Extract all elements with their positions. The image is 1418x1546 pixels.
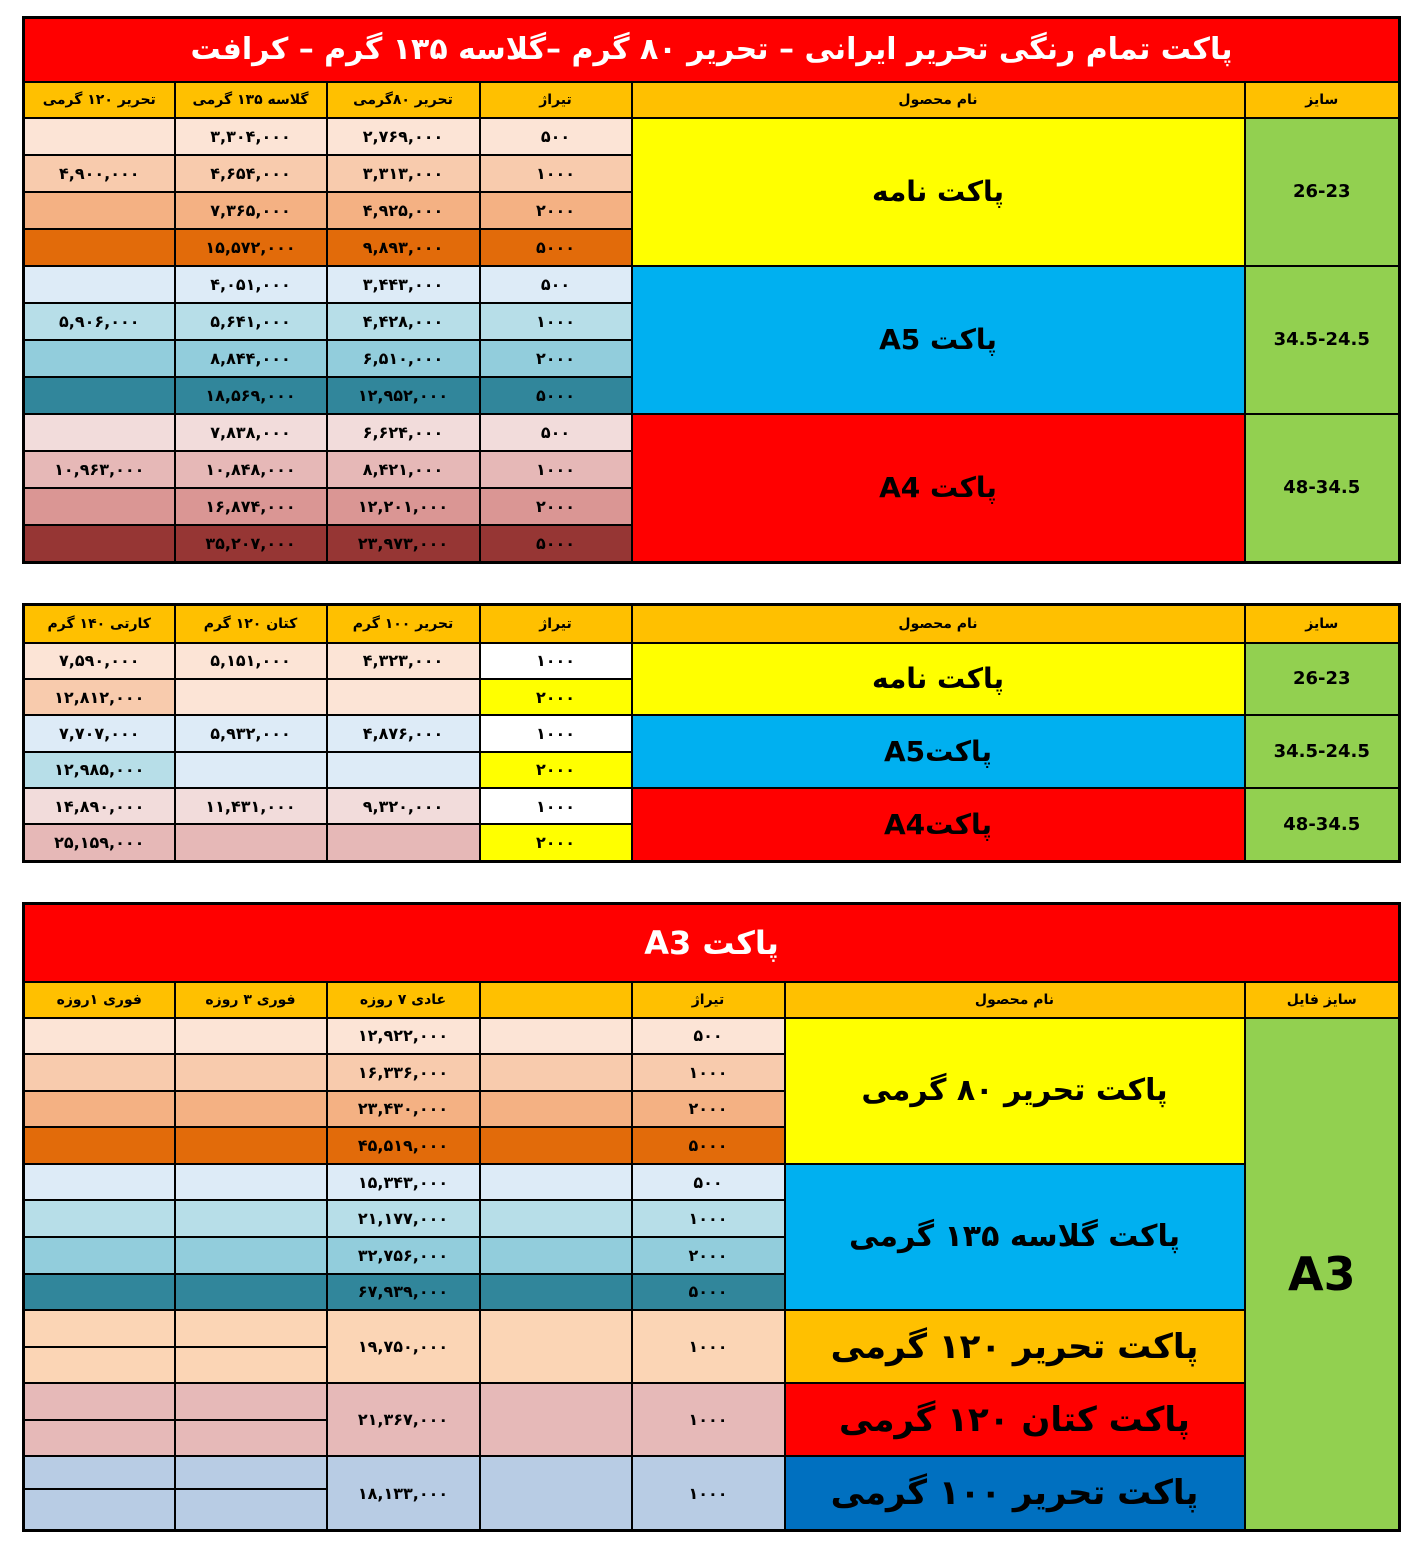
quantity-cell: ۵۰۰۰ bbox=[632, 1274, 785, 1311]
quantity-cell: ۵۰۰۰ bbox=[480, 229, 632, 266]
header-tahrir-80: تحریر ۸۰گرمی bbox=[327, 82, 480, 118]
price-cell: ۶,۵۱۰,۰۰۰ bbox=[327, 340, 480, 377]
header-tahrir-120: تحریر ۱۲۰ گرمی bbox=[24, 82, 175, 118]
empty-cell bbox=[24, 1456, 175, 1489]
price-cell: ۳۲,۷۵۶,۰۰۰ bbox=[327, 1237, 480, 1274]
header-file-size: سایز فایل bbox=[1245, 982, 1400, 1018]
quantity-cell: ۲۰۰۰ bbox=[632, 1237, 785, 1274]
empty-cell bbox=[24, 1127, 175, 1164]
price-cell bbox=[24, 488, 175, 525]
empty-cell bbox=[175, 1018, 327, 1055]
price-cell bbox=[175, 824, 327, 861]
quantity-cell: ۵۰۰ bbox=[480, 414, 632, 451]
quantity-cell: ۱۰۰۰ bbox=[632, 1054, 785, 1091]
product-name: پاکت تحریر ۱۲۰ گرمی bbox=[785, 1310, 1245, 1383]
empty-cell bbox=[24, 1383, 175, 1420]
price-cell: ۴,۸۷۶,۰۰۰ bbox=[327, 715, 480, 751]
price-cell: ۱۲,۹۲۲,۰۰۰ bbox=[327, 1018, 480, 1055]
price-cell: ۱۶,۸۷۴,۰۰۰ bbox=[175, 488, 327, 525]
price-cell: ۲۱,۱۷۷,۰۰۰ bbox=[327, 1200, 480, 1237]
quantity-cell: ۵۰۰۰ bbox=[632, 1127, 785, 1164]
price-cell: ۲۱,۳۶۷,۰۰۰ bbox=[327, 1383, 480, 1456]
price-cell: ۱۱,۴۳۱,۰۰۰ bbox=[175, 788, 327, 824]
price-cell: ۱۰,۹۶۳,۰۰۰ bbox=[24, 451, 175, 488]
price-cell bbox=[175, 679, 327, 715]
price-cell bbox=[24, 266, 175, 303]
quantity-cell: ۱۰۰۰ bbox=[480, 303, 632, 340]
price-cell: ۷,۷۰۷,۰۰۰ bbox=[24, 715, 175, 751]
price-cell: ۵,۹۳۲,۰۰۰ bbox=[175, 715, 327, 751]
header-empty bbox=[480, 982, 632, 1018]
price-cell: ۷,۳۶۵,۰۰۰ bbox=[175, 192, 327, 229]
product-name: پاکت نامه bbox=[632, 643, 1245, 716]
empty-cell bbox=[24, 1164, 175, 1201]
product-name: پاکتA4 bbox=[632, 788, 1245, 862]
table-row bbox=[24, 1018, 1400, 1055]
empty-cell bbox=[175, 1274, 327, 1311]
quantity-cell: ۱۰۰۰ bbox=[480, 788, 632, 824]
empty-cell bbox=[480, 1383, 632, 1456]
table-row bbox=[24, 1164, 1400, 1201]
header-karti-140: کارتی ۱۴۰ گرم bbox=[24, 605, 175, 643]
header-quantity: تیراژ bbox=[632, 982, 785, 1018]
table-title: پاکت A3 bbox=[24, 904, 1400, 982]
header-size: سایز bbox=[1245, 605, 1400, 643]
price-cell: ۴,۹۰۰,۰۰۰ bbox=[24, 155, 175, 192]
price-cell: ۵,۶۴۱,۰۰۰ bbox=[175, 303, 327, 340]
empty-cell bbox=[24, 1018, 175, 1055]
price-cell: ۱۵,۵۷۲,۰۰۰ bbox=[175, 229, 327, 266]
price-cell bbox=[327, 824, 480, 861]
quantity-cell: ۵۰۰ bbox=[480, 266, 632, 303]
empty-cell bbox=[175, 1200, 327, 1237]
price-cell: ۱۴,۸۹۰,۰۰۰ bbox=[24, 788, 175, 824]
price-cell: ۴,۴۲۸,۰۰۰ bbox=[327, 303, 480, 340]
quantity-cell: ۵۰۰۰ bbox=[480, 377, 632, 414]
price-cell: ۹,۳۲۰,۰۰۰ bbox=[327, 788, 480, 824]
quantity-cell: ۵۰۰ bbox=[632, 1018, 785, 1055]
price-cell: ۳,۳۰۴,۰۰۰ bbox=[175, 118, 327, 155]
price-cell bbox=[24, 377, 175, 414]
product-name: پاکت تحریر ۱۰۰ گرمی bbox=[785, 1456, 1245, 1530]
price-cell: ۲۵,۱۵۹,۰۰۰ bbox=[24, 824, 175, 861]
price-cell bbox=[24, 340, 175, 377]
price-cell: ۴,۹۲۵,۰۰۰ bbox=[327, 192, 480, 229]
product-name: پاکت تحریر ۸۰ گرمی bbox=[785, 1018, 1245, 1164]
header-product-name: نام محصول bbox=[632, 82, 1245, 118]
file-size-a3: A3 bbox=[1245, 1018, 1400, 1531]
quantity-cell: ۱۰۰۰ bbox=[480, 715, 632, 751]
quantity-cell: ۱۰۰۰ bbox=[480, 451, 632, 488]
empty-cell bbox=[480, 1054, 632, 1091]
price-cell bbox=[24, 229, 175, 266]
size-cell: 48-34.5 bbox=[1245, 788, 1400, 862]
price-cell bbox=[327, 679, 480, 715]
price-cell: ۳,۴۴۳,۰۰۰ bbox=[327, 266, 480, 303]
product-name: پاکت A4 bbox=[632, 414, 1245, 563]
price-cell bbox=[175, 752, 327, 788]
header-size: سایز bbox=[1245, 82, 1400, 118]
product-name: پاکت A5 bbox=[632, 266, 1245, 414]
price-cell: ۲۳,۹۷۳,۰۰۰ bbox=[327, 525, 480, 563]
header-glaseh-135: گلاسه ۱۳۵ گرمی bbox=[175, 82, 327, 118]
price-cell: ۲,۷۶۹,۰۰۰ bbox=[327, 118, 480, 155]
quantity-cell: ۱۰۰۰ bbox=[632, 1200, 785, 1237]
price-cell bbox=[24, 118, 175, 155]
price-cell: ۵,۹۰۶,۰۰۰ bbox=[24, 303, 175, 340]
price-cell: ۴,۶۵۴,۰۰۰ bbox=[175, 155, 327, 192]
price-cell: ۴۵,۵۱۹,۰۰۰ bbox=[327, 1127, 480, 1164]
empty-cell bbox=[24, 1237, 175, 1274]
table-row bbox=[24, 1310, 1400, 1347]
product-name: پاکت گلاسه ۱۳۵ گرمی bbox=[785, 1164, 1245, 1310]
empty-cell bbox=[24, 1274, 175, 1311]
quantity-cell: ۲۰۰۰ bbox=[480, 192, 632, 229]
price-cell: ۴,۳۲۳,۰۰۰ bbox=[327, 643, 480, 679]
price-cell: ۱۸,۵۶۹,۰۰۰ bbox=[175, 377, 327, 414]
quantity-cell: ۲۰۰۰ bbox=[480, 824, 632, 861]
quantity-cell: ۵۰۰ bbox=[632, 1164, 785, 1201]
size-cell: 34.5-24.5 bbox=[1245, 266, 1400, 414]
price-cell bbox=[24, 192, 175, 229]
empty-cell bbox=[175, 1347, 327, 1384]
empty-cell bbox=[24, 1310, 175, 1347]
price-cell: ۱۲,۹۸۵,۰۰۰ bbox=[24, 752, 175, 788]
price-table-specialty-paper bbox=[22, 603, 1401, 863]
price-cell: ۸,۸۴۴,۰۰۰ bbox=[175, 340, 327, 377]
empty-cell bbox=[175, 1237, 327, 1274]
price-cell: ۲۳,۴۳۰,۰۰۰ bbox=[327, 1091, 480, 1128]
empty-cell bbox=[175, 1127, 327, 1164]
empty-cell bbox=[175, 1310, 327, 1347]
header-tahrir-100: تحریر ۱۰۰ گرم bbox=[327, 605, 480, 643]
price-cell: ۱۶,۳۳۶,۰۰۰ bbox=[327, 1054, 480, 1091]
empty-cell bbox=[24, 1489, 175, 1530]
price-cell bbox=[24, 525, 175, 563]
price-cell: ۱۲,۲۰۱,۰۰۰ bbox=[327, 488, 480, 525]
price-table-a3 bbox=[22, 902, 1401, 1532]
price-cell: ۴,۰۵۱,۰۰۰ bbox=[175, 266, 327, 303]
table-row bbox=[24, 643, 1400, 679]
header-katan-120: کتان ۱۲۰ گرم bbox=[175, 605, 327, 643]
price-cell bbox=[327, 752, 480, 788]
header-product-name: نام محصول bbox=[632, 605, 1245, 643]
table-row bbox=[24, 118, 1400, 155]
table-row bbox=[24, 266, 1400, 303]
table-row bbox=[24, 788, 1400, 824]
price-cell: ۹,۸۹۳,۰۰۰ bbox=[327, 229, 480, 266]
empty-cell bbox=[480, 1456, 632, 1530]
table-title: پاکت تمام رنگی تحریر ایرانی – تحریر ۸۰ گرم –گلاسه ۱۳۵ گرم – کرافت bbox=[24, 18, 1400, 82]
empty-cell bbox=[175, 1420, 327, 1457]
header-quantity: تیراژ bbox=[480, 82, 632, 118]
empty-cell bbox=[24, 1347, 175, 1384]
table-row bbox=[24, 1383, 1400, 1420]
empty-cell bbox=[175, 1489, 327, 1530]
quantity-cell: ۲۰۰۰ bbox=[480, 340, 632, 377]
price-cell bbox=[24, 414, 175, 451]
quantity-cell: ۲۰۰۰ bbox=[632, 1091, 785, 1128]
empty-cell bbox=[480, 1127, 632, 1164]
empty-cell bbox=[480, 1164, 632, 1201]
empty-cell bbox=[480, 1237, 632, 1274]
empty-cell bbox=[480, 1274, 632, 1311]
empty-cell bbox=[24, 1200, 175, 1237]
header-normal-7-day: عادی ۷ روزه bbox=[327, 982, 480, 1018]
empty-cell bbox=[480, 1310, 632, 1383]
price-cell: ۷,۵۹۰,۰۰۰ bbox=[24, 643, 175, 679]
quantity-cell: ۲۰۰۰ bbox=[480, 488, 632, 525]
quantity-cell: ۲۰۰۰ bbox=[480, 679, 632, 715]
header-fast-3-day: فوری ۳ روزه bbox=[175, 982, 327, 1018]
empty-cell bbox=[24, 1091, 175, 1128]
empty-cell bbox=[175, 1164, 327, 1201]
empty-cell bbox=[24, 1420, 175, 1457]
quantity-cell: ۵۰۰۰ bbox=[480, 525, 632, 563]
table-row bbox=[24, 414, 1400, 451]
price-table-full-color bbox=[22, 16, 1401, 564]
empty-cell bbox=[175, 1383, 327, 1420]
header-product-name: نام محصول bbox=[785, 982, 1245, 1018]
price-cell: ۶۷,۹۳۹,۰۰۰ bbox=[327, 1274, 480, 1311]
header-quantity: تیراژ bbox=[480, 605, 632, 643]
price-cell: ۱۵,۳۴۳,۰۰۰ bbox=[327, 1164, 480, 1201]
size-cell: 48-34.5 bbox=[1245, 414, 1400, 563]
empty-cell bbox=[24, 1054, 175, 1091]
quantity-cell: ۱۰۰۰ bbox=[480, 155, 632, 192]
price-cell: ۱۲,۸۱۲,۰۰۰ bbox=[24, 679, 175, 715]
empty-cell bbox=[175, 1456, 327, 1489]
price-cell: ۱۲,۹۵۲,۰۰۰ bbox=[327, 377, 480, 414]
quantity-cell: ۱۰۰۰ bbox=[480, 643, 632, 679]
price-cell: ۷,۸۳۸,۰۰۰ bbox=[175, 414, 327, 451]
price-cell: ۳,۳۱۳,۰۰۰ bbox=[327, 155, 480, 192]
size-cell: 26-23 bbox=[1245, 643, 1400, 716]
price-cell: ۳۵,۲۰۷,۰۰۰ bbox=[175, 525, 327, 563]
price-cell: ۶,۶۲۴,۰۰۰ bbox=[327, 414, 480, 451]
header-fast-1-day: فوری ۱روزه bbox=[24, 982, 175, 1018]
table-row bbox=[24, 715, 1400, 751]
empty-cell bbox=[480, 1018, 632, 1055]
quantity-cell: ۲۰۰۰ bbox=[480, 752, 632, 788]
product-name: پاکت نامه bbox=[632, 118, 1245, 266]
empty-cell bbox=[480, 1200, 632, 1237]
table-row bbox=[24, 1456, 1400, 1489]
price-cell: ۱۸,۱۳۳,۰۰۰ bbox=[327, 1456, 480, 1530]
size-cell: 26-23 bbox=[1245, 118, 1400, 266]
product-name: پاکتA5 bbox=[632, 715, 1245, 788]
quantity-cell: ۵۰۰ bbox=[480, 118, 632, 155]
size-cell: 34.5-24.5 bbox=[1245, 715, 1400, 788]
quantity-cell: ۱۰۰۰ bbox=[632, 1456, 785, 1530]
empty-cell bbox=[175, 1054, 327, 1091]
empty-cell bbox=[175, 1091, 327, 1128]
quantity-cell: ۱۰۰۰ bbox=[632, 1383, 785, 1456]
price-cell: ۱۹,۷۵۰,۰۰۰ bbox=[327, 1310, 480, 1383]
price-cell: ۵,۱۵۱,۰۰۰ bbox=[175, 643, 327, 679]
price-cell: ۸,۴۲۱,۰۰۰ bbox=[327, 451, 480, 488]
product-name: پاکت کتان ۱۲۰ گرمی bbox=[785, 1383, 1245, 1456]
empty-cell bbox=[480, 1091, 632, 1128]
quantity-cell: ۱۰۰۰ bbox=[632, 1310, 785, 1383]
price-cell: ۱۰,۸۴۸,۰۰۰ bbox=[175, 451, 327, 488]
